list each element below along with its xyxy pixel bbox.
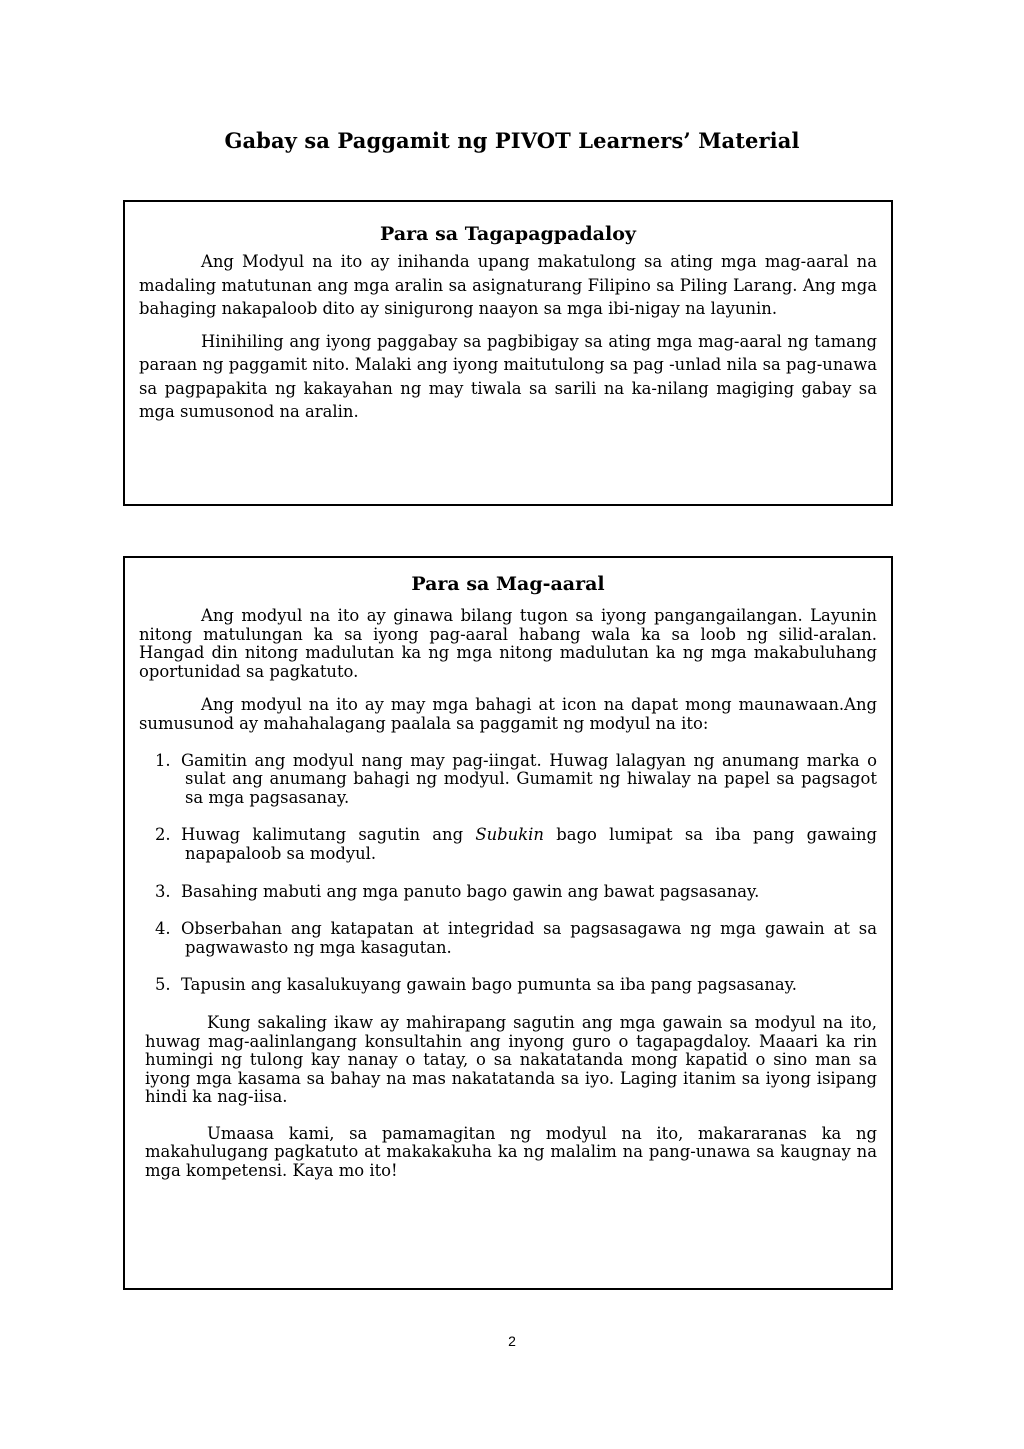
learner-closing-paragraph: Kung sakaling ikaw ay mahirapang sagutin ang mga gawain sa modyul na ito, huwag mag-aalinlangang konsultahin ang inyong guro o tagapagdaloy. Maaari ka rin humingi ng tulong kay nanay o tatay, o sa nakatatanda mong kapatid o sino man sa iyong mga kasama sa bahay na mas nakatatanda sa iyo. Laging itanim sa iyong isipang hindi ka nag-iisa. <box>145 1012 877 1107</box>
page-title: Gabay sa Paggamit ng PIVOT Learners’ Material <box>224 128 800 153</box>
learner-heading: Para sa Mag-aaral <box>411 573 605 595</box>
rule-item <box>155 883 877 902</box>
facilitator-paragraph: Ang Modyul na ito ay inihanda upang makatulong sa ating mga mag-aaral na madaling matutunan ang mga aralin sa asignaturang Filipino sa Piling Larang. Ang mga bahaging nakapaloob dito ay sinigurong naayon sa mga ibi-nigay na layunin. <box>139 252 877 318</box>
rule-text: Gamitin ang modyul nang may pag-iingat. Huwag lalagyan ng anumang marka o sulat ang anumang bahagi ng modyul. Gumamit ng hiwalay na papel sa pagsagot sa mga pagsasanay. <box>181 750 877 807</box>
rule-item <box>155 976 877 995</box>
rule-number: 4. <box>155 919 171 939</box>
rule-text: Obserbahan ang katapatan at integridad sa pagsasagawa ng mga gawain at sa pagwawasto ng mga kasagutan. <box>181 919 877 957</box>
learner-closing-paragraph: Umaasa kami, sa pamamagitan ng modyul na ito, makararanas ka ng makahulugang pagkatuto at makakakuha ka ng malalim na pang-unawa sa kaugnay na mga kompetensi. Kaya mo ito! <box>145 1123 877 1181</box>
rule-item <box>155 826 877 863</box>
learner-box <box>123 556 893 1290</box>
rule-text: Basahing mabuti ang mga panuto bago gawin ang bawat pagsasanay. <box>181 881 760 901</box>
rule-text: bago lumipat sa iba pang gawaing napapaloob sa modyul. <box>185 825 877 863</box>
facilitator-box <box>123 200 893 506</box>
rule-emphasis: Subukin <box>475 825 544 845</box>
learner-intro-paragraph: Ang modyul na ito ay ginawa bilang tugon sa iyong pangangailangan. Layunin nitong matulungan ka sa iyong pag-aaral habang wala ka sa loob ng silid-aralan. Hangad din nitong madulutan ka ng mga nitong madulutan ka ng mga makabuluhang oportunidad sa pagkatuto. <box>139 606 877 681</box>
facilitator-paragraph: Hinihiling ang iyong paggabay sa pagbibigay sa ating mga mag-aaral ng tamang paraan ng paggamit nito. Malaki ang iyong maitutulong sa pag -unlad nila sa pag-unawa sa pagpapakita ng kakayahan ng may tiwala sa sarili na ka-nilang magiging gabay sa mga sumusonod na aralin. <box>139 331 877 421</box>
learner-intro-paragraph: Ang modyul na ito ay may mga bahagi at icon na dapat mong maunawaan.Ang sumusunod ay mahahalagang paalala sa paggamit ng modyul na ito: <box>139 695 877 733</box>
rule-text: Tapusin ang kasalukuyang gawain bago pumunta sa iba pang pagsasanay. <box>181 975 797 995</box>
rules-list <box>155 752 877 995</box>
rule-item <box>155 752 877 808</box>
rule-number: 3. <box>155 881 171 901</box>
rule-number: 1. <box>155 750 171 770</box>
rule-item <box>155 920 877 957</box>
rule-number: 2. <box>155 825 171 845</box>
rule-text: Huwag kalimutang sagutin ang <box>181 825 476 845</box>
page-number: 2 <box>508 1333 516 1349</box>
rule-number: 5. <box>155 975 171 995</box>
facilitator-heading: Para sa Tagapagpadaloy <box>380 223 636 245</box>
